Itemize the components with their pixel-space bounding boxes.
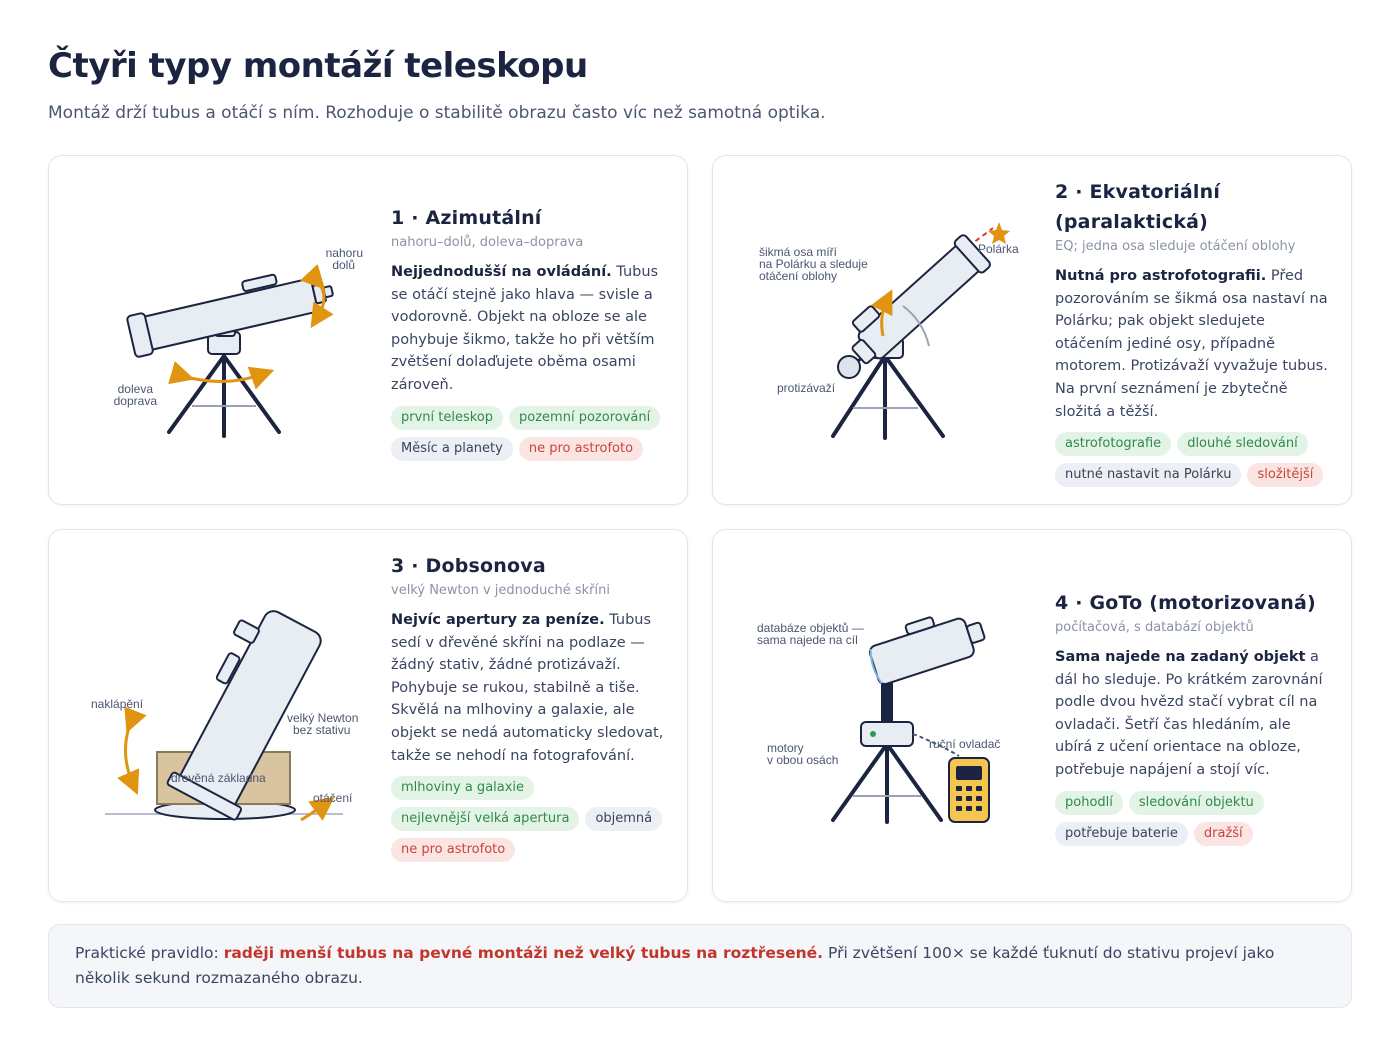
label-wood-base: dřevěná základna: [171, 771, 266, 785]
label-axis-1: šikmá osa míří: [759, 245, 838, 259]
tag: pozemní pozorování: [509, 406, 660, 430]
label-motors-2: v obou osách: [767, 753, 839, 767]
card-dobsonian: [48, 529, 688, 902]
page-subtitle: Montáž drží tubus a otáčí s ním. Rozhoduje o stabilitě obrazu často víc než samotná optika.: [48, 103, 826, 123]
label-axis-2: na Polárku a sleduje: [759, 257, 868, 271]
tag: sledování objektu: [1129, 791, 1264, 815]
dobsonian-mount-illustration: [49, 530, 389, 903]
azimuthal-mount-illustration: [49, 156, 389, 506]
practical-rule-note: Praktické pravidlo: raději menší tubus na pevné montáži než velký tubus na roztřesené. Při zvětšení 100× se každé ťuknutí do stativu projeví jako několik sekund rozmazaného obrazu.: [48, 924, 1352, 1008]
card-title: 1 · Azimutální: [391, 207, 542, 229]
tag-list: [1055, 791, 1345, 846]
tag-list: [1055, 432, 1345, 487]
card-description: Nejjednodušší na ovládání. Tubus se otáčí stejně jako hlava — svisle a vodorovně. Objekt na obloze se ale pohybuje šikmo, takže ho při větším zvětšení dolaďujete oběma osami zároveň.: [391, 264, 659, 393]
card-description: Nejvíc apertury za peníze. Tubus sedí v dřevěné skříni na podlaze — žádný stativ, žádné protizávaží. Pohybuje se rukou, stabilně a tiše. Skvělá na mlhoviny a galaxie, ale objekt se nedá automaticky sledovat, takže se nehodí na fotografování.: [391, 612, 664, 764]
label-polaris: Polárka: [978, 242, 1019, 256]
tag: dlouhé sledování: [1177, 432, 1308, 456]
label-database-2: sama najede na cíl: [757, 633, 858, 647]
label-handset: ruční ovladač: [929, 737, 1001, 751]
tag: objemná: [585, 807, 662, 831]
page-title: Čtyři typy montáží teleskopu: [48, 46, 588, 86]
tag: první teleskop: [391, 406, 503, 430]
label-axis-3: otáčení oblohy: [759, 269, 838, 283]
tag: nejlevnější velká apertura: [391, 807, 579, 831]
label-right: doprava: [113, 394, 157, 408]
label-newton-2: bez stativu: [293, 723, 351, 737]
card-description: Nutná pro astrofotografii. Před pozorováním se šikmá osa nastaví na Polárku; pak objekt sledujete otáčením jediné osy, případně motorem. Protizávaží vyvažuje tubus. Na první seznámení je zbytečně složitá a těžší.: [1055, 268, 1328, 420]
label-left: doleva: [117, 382, 153, 396]
card-title: 4 · GoTo (motorizovaná): [1055, 592, 1316, 614]
card-azimuthal: [48, 155, 688, 505]
label-up: nahoru: [325, 246, 363, 260]
label-counterweight: protizávaží: [777, 381, 836, 395]
tag: pohodlí: [1055, 791, 1123, 815]
card-goto: [712, 529, 1352, 902]
label-motors-1: motory: [767, 741, 804, 755]
card-equatorial: [712, 155, 1352, 505]
card-subtitle: počítačová, s databází objektů: [1055, 620, 1254, 635]
tag: Měsíc a planety: [391, 437, 513, 461]
goto-mount-illustration: [713, 530, 1053, 903]
card-description: Sama najede na zadaný objekt a dál ho sleduje. Po krátkém zarovnání podle dvou hvězd stačí vybrat cíl na ovladači. Šetří čas hledáním, ale ubírá z učení orientace na obloze, potřebuje napájení a stojí víc.: [1055, 649, 1323, 778]
tag: astrofotografie: [1055, 432, 1171, 456]
card-subtitle: nahoru–dolů, doleva–doprava: [391, 235, 584, 250]
tag: nutné nastavit na Polárku: [1055, 463, 1241, 487]
tag: potřebuje baterie: [1055, 822, 1188, 846]
card-subtitle: EQ; jedna osa sleduje otáčení oblohy: [1055, 239, 1296, 254]
tag: mlhoviny a galaxie: [391, 776, 534, 800]
tag-list: [391, 406, 681, 461]
tag: ne pro astrofoto: [519, 437, 643, 461]
tag-list: [391, 776, 681, 862]
card-title: 2 · Ekvatoriální (paralaktická): [1055, 181, 1221, 233]
card-title: 3 · Dobsonova: [391, 555, 546, 577]
label-database-1: databáze objektů —: [757, 621, 864, 635]
card-subtitle: velký Newton v jednoduché skříni: [391, 583, 610, 598]
tag: dražší: [1194, 822, 1253, 846]
label-newton-1: velký Newton: [287, 711, 359, 725]
label-rotation: otáčení: [313, 791, 353, 805]
label-tilt: naklápění: [91, 697, 144, 711]
tag: složitější: [1247, 463, 1323, 487]
tag: ne pro astrofoto: [391, 838, 515, 862]
equatorial-mount-illustration: [713, 156, 1053, 506]
label-down: dolů: [332, 258, 355, 272]
